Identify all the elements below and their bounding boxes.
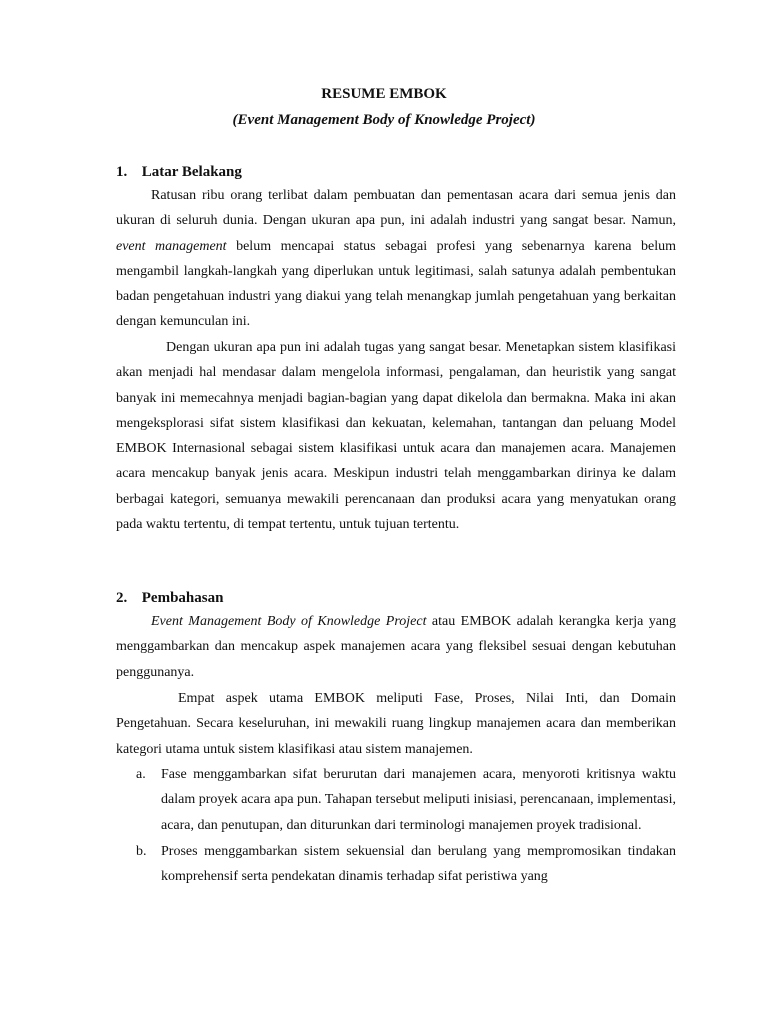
paragraph-emphasis: Event Management Body of Knowledge Project bbox=[151, 614, 427, 629]
list-item-text: Proses menggambarkan sistem sekuensial dan berulang yang mempromosikan tindakan komprehensif serta pendekatan dinamis terhadap sifat peristiwa yang bbox=[161, 843, 676, 885]
paragraph-text: belum mencapai status sebagai profesi yang sebenarnya karena belum mengambil langkah-langkah yang diperlukan untuk legitimasi, salah satunya adalah pembentukan badan pengetahuan industri yang diakui yang telah menangkap jumlah pengetahuan yang berkaitan dengan kemunculan ini. bbox=[116, 238, 676, 330]
section-heading-latar-belakang bbox=[116, 162, 242, 182]
section-number: 2. bbox=[116, 590, 128, 606]
list-marker: a. bbox=[136, 767, 146, 782]
paragraph bbox=[116, 183, 676, 335]
list-marker: b. bbox=[136, 843, 147, 859]
paragraph bbox=[116, 686, 676, 762]
list-item-text: Fase menggambarkan sifat berurutan dari manajemen acara, menyoroti kritisnya waktu dalam proyek acara apa pun. Tahapan tersebut meliputi inisiasi, perencanaan, implementasi, acara, dan penutupan, dan diturunkan dari terminologi manajemen proyek tradisional. bbox=[161, 767, 677, 833]
paragraph-text: atau EMBOK adalah kerangka kerja yang menggambarkan dan mencakup aspek manajemen acara yang fleksibel sesuai dengan kebutuhan penggunanya. bbox=[116, 614, 677, 680]
paragraph-text: Empat aspek utama EMBOK meliputi Fase, Proses, Nilai Inti, dan Domain Pengetahuan. Secara keseluruhan, ini mewakili ruang lingkup manajemen acara dan memberikan kategori utama untuk sistem klasifikasi atau sistem manajemen. bbox=[116, 691, 676, 757]
section-title: Pembahasan bbox=[141, 590, 224, 606]
document-subtitle: (Event Management Body of Knowledge Project) bbox=[232, 112, 536, 128]
paragraph-text: Ratusan ribu orang terlibat dalam pembuatan dan pementasan acara dari semua jenis dan ukuran di seluruh dunia. Dengan ukuran apa pun, ini adalah industri yang sangat besar. Namun, bbox=[116, 188, 676, 229]
list-item bbox=[136, 839, 676, 890]
paragraph-text: Dengan ukuran apa pun ini adalah tugas yang sangat besar. Menetapkan sistem klasifikasi akan menjadi hal mendasar dalam mengelola informasi, pengalaman, dan heuristik yang sangat banyak ini memecahnya menjadi bagian-bagian yang dapat dikelola dan bermakna. Maka ini akan mengeksplorasi sifat sistem klasifikasi dan kekuatan, kelemahan, tantangan dan peluang Model EMBOK Internasional sebagai sistem klasifikasi untuk acara dan manajemen acara. Manajemen acara mencakup banyak jenis acara. Meskipun industri telah menggambarkan dirinya ke dalam berbagai kategori, semuanya mewakili perencanaan dan produksi acara yang menyatukan orang pada waktu tertentu, di tempat tertentu, untuk tujuan tertentu. bbox=[116, 340, 676, 533]
paragraph bbox=[116, 609, 676, 685]
paragraph-emphasis: event management bbox=[116, 238, 227, 254]
list-item bbox=[136, 762, 676, 838]
section-number: 1. bbox=[116, 164, 128, 180]
section-heading-pembahasan bbox=[116, 588, 223, 608]
document-title: RESUME EMBOK bbox=[321, 86, 447, 102]
paragraph bbox=[116, 335, 676, 537]
section-title: Latar Belakang bbox=[141, 164, 242, 180]
ordered-list bbox=[136, 762, 676, 890]
